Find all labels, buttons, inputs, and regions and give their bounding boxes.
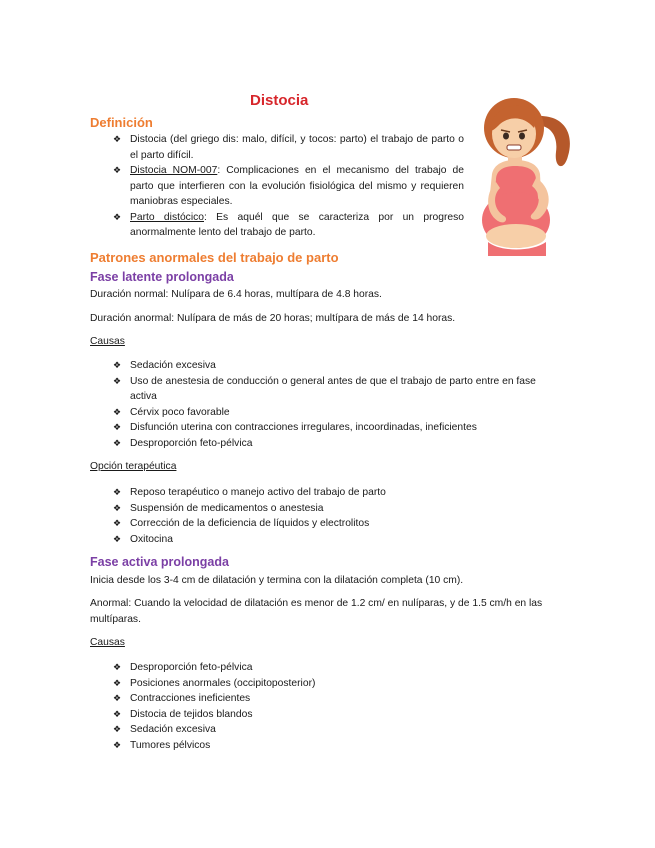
bullet-icon: ❖	[113, 406, 122, 417]
bullet-icon: ❖	[113, 724, 122, 734]
pregnant-woman-illustration	[470, 94, 578, 256]
bullet-icon: ❖	[113, 422, 122, 432]
list-item: ❖ Contracciones ineficientes	[113, 691, 553, 707]
bullet-icon: ❖	[113, 487, 122, 497]
inicio-text: Inicia desde los 3-4 cm de dilatación y termina con la dilatación completa (10 cm).	[90, 575, 464, 586]
list-item: ❖ Distocia de tejidos blandos	[113, 707, 553, 723]
bullet-icon: ❖	[113, 502, 122, 513]
list-item: ❖ Distocia NOM-007: Complicaciones en el mecanismo del trabajo de parto que interfieren con la evolución fisiológica del mismo y requieren maniobras especiales.	[113, 165, 464, 207]
list-item: ❖ Distocia (del griego dis: malo, difícil, y tocos: parto) el trabajo de parto o el parto difícil.	[113, 134, 464, 161]
list-item: ❖ Tumores pélvicos	[113, 738, 553, 754]
patrones-heading: Patrones anormales del trabajo de parto	[90, 250, 339, 265]
list-item: ❖ Disfunción uterina con contracciones irregulares, incoordinadas, ineficientes	[113, 420, 553, 436]
causas-label: Causas	[90, 637, 125, 648]
list-item: ❖ Cérvix poco favorable	[113, 405, 553, 421]
bullet-icon: ❖	[113, 134, 122, 144]
list-item: ❖ Posiciones anormales (occipitoposterior)	[113, 676, 553, 692]
list-item: ❖ Sedación excesiva	[113, 358, 553, 374]
activa-causas-list	[113, 660, 553, 753]
bullet-icon: ❖	[113, 533, 122, 544]
opciones-list	[113, 485, 553, 547]
bullet-icon: ❖	[113, 677, 122, 688]
latente-causas-list	[113, 358, 553, 451]
bullet-icon: ❖	[113, 708, 122, 719]
list-item: ❖ Corrección de la deficiencia de líquidos y electrolitos	[113, 516, 553, 532]
list-item: ❖ Oxitocina	[113, 532, 553, 548]
bullet-icon: ❖	[113, 375, 122, 386]
list-item: ❖ Parto distócico: Es aquél que se caracteriza por un progreso anormalmente lento del trabajo de parto.	[113, 211, 464, 238]
page-title: Distocia	[250, 92, 309, 109]
anormal-text: Anormal: Cuando la velocidad de dilatación es menor de 1.2 cm/ en nulíparas, y de 1.5 cm/h en las multíparas.	[90, 598, 543, 625]
causas-label: Causas	[90, 336, 125, 347]
definicion-list	[113, 132, 464, 241]
list-item: ❖ Desproporción feto-pélvica	[113, 436, 553, 452]
list-item: ❖ Desproporción feto-pélvica	[113, 660, 553, 676]
fase-activa-heading: Fase activa prolongada	[90, 555, 229, 569]
bullet-icon: ❖	[113, 693, 122, 703]
list-item: ❖ Uso de anestesia de conducción o general antes de que el trabajo de parto entre en fase activa	[113, 375, 536, 402]
list-item: ❖ Sedación excesiva	[113, 722, 553, 738]
definicion-heading: Definición	[90, 115, 153, 130]
bullet-icon: ❖	[113, 662, 122, 672]
bullet-icon: ❖	[113, 211, 122, 222]
bullet-icon: ❖	[113, 360, 122, 370]
fase-latente-heading: Fase latente prolongada	[90, 270, 234, 284]
list-item: ❖ Suspensión de medicamentos o anestesia	[113, 501, 553, 517]
bullet-icon: ❖	[113, 518, 122, 528]
bullet-icon: ❖	[113, 437, 122, 448]
bullet-icon: ❖	[113, 739, 122, 750]
bullet-icon: ❖	[113, 165, 122, 175]
list-item: ❖ Reposo terapéutico o manejo activo del trabajo de parto	[113, 485, 553, 501]
duracion-anormal-text: Duración anormal: Nulípara de más de 20 horas; multípara de más de 14 horas.	[90, 313, 456, 324]
duracion-normal-text: Duración normal: Nulípara de 6.4 horas, multípara de 4.8 horas.	[90, 289, 382, 300]
opcion-terapeutica-label: Opción terapéutica	[90, 461, 177, 472]
